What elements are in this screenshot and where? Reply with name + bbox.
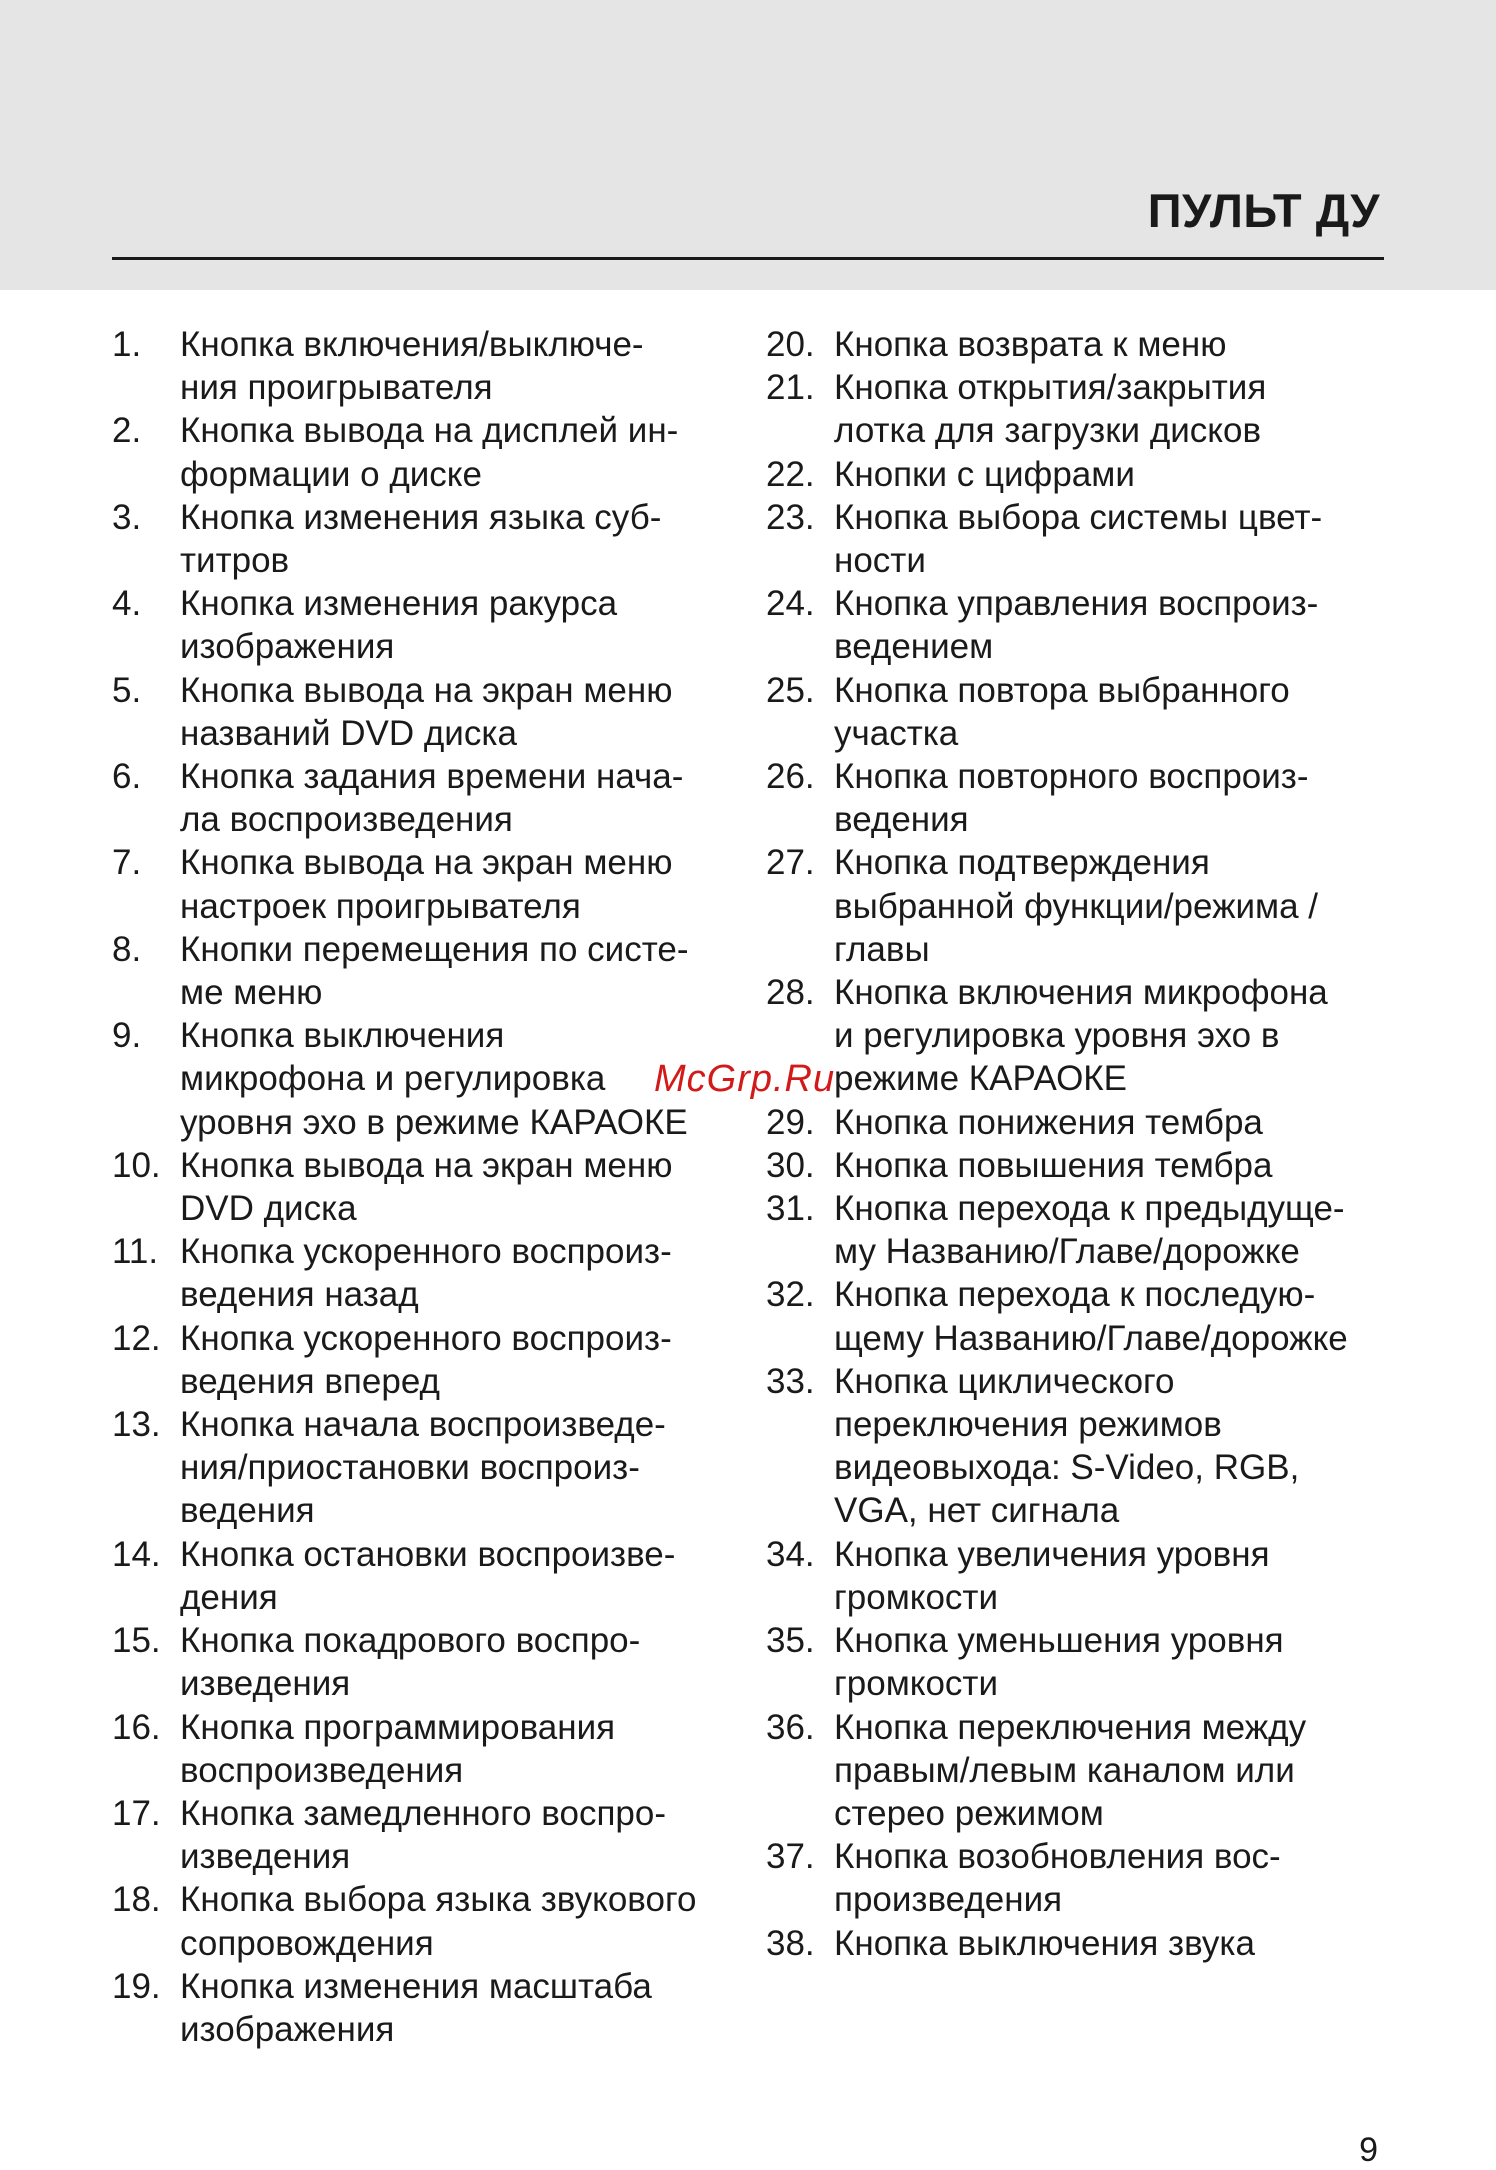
item-number: 36. — [766, 1707, 815, 1747]
list-item — [766, 1360, 1396, 1533]
item-description: Кнопки с цифрами — [834, 454, 1135, 494]
item-number: 2. — [112, 411, 142, 451]
list-item — [112, 1014, 732, 1144]
list-item — [112, 1706, 732, 1792]
item-description: Кнопка увеличения уровня громкости — [834, 1534, 1270, 1617]
item-number: 29. — [766, 1102, 815, 1142]
item-number: 4. — [112, 584, 142, 624]
item-number: 31. — [766, 1189, 815, 1229]
remote-buttons-list-left — [112, 323, 732, 2051]
item-description: Кнопка программирования воспроизведения — [180, 1707, 616, 1790]
item-number: 18. — [112, 1880, 161, 1920]
list-item — [112, 582, 732, 668]
item-number: 12. — [112, 1318, 161, 1358]
item-number: 16. — [112, 1707, 161, 1747]
item-description: Кнопка выключения микрофона и регулировка уровня эхо в режиме КАРАОКЕ — [180, 1016, 688, 1142]
item-description: Кнопка повторного воспроиз- ведения — [834, 757, 1309, 840]
list-item — [766, 755, 1396, 841]
item-description: Кнопка вывода на экран меню названий DVD диска — [180, 670, 673, 753]
list-item — [766, 323, 1396, 366]
item-description: Кнопка управления воспроиз- ведением — [834, 584, 1319, 667]
item-number: 9. — [112, 1016, 142, 1056]
list-item — [112, 1230, 732, 1316]
item-description: Кнопка начала воспроизведе- ния/приостановки воспроиз- ведения — [180, 1405, 666, 1531]
item-number: 22. — [766, 454, 815, 494]
list-item — [112, 755, 732, 841]
list-item — [766, 1533, 1396, 1619]
list-item — [112, 323, 732, 409]
item-number: 21. — [766, 368, 815, 408]
item-number: 30. — [766, 1145, 815, 1185]
item-description: Кнопка открытия/закрытия лотка для загрузки дисков — [834, 368, 1267, 451]
item-number: 1. — [112, 325, 142, 364]
list-item — [766, 366, 1396, 452]
item-number: 34. — [766, 1534, 815, 1574]
item-description: Кнопка подтверждения выбранной функции/режима / главы — [834, 843, 1319, 969]
list-item — [112, 669, 732, 755]
item-number: 3. — [112, 497, 142, 537]
item-description: Кнопка изменения масштаба изображения — [180, 1966, 652, 2049]
item-description: Кнопка остановки воспроизве- дения — [180, 1534, 676, 1617]
item-number: 26. — [766, 757, 815, 797]
list-item — [766, 582, 1396, 668]
page-number: 9 — [1359, 2131, 1378, 2169]
item-description: Кнопка задания времени нача- ла воспроизведения — [180, 757, 684, 840]
list-item — [766, 971, 1396, 1101]
item-description: Кнопка замедленного воспро- изведения — [180, 1793, 667, 1877]
list-item — [766, 1922, 1396, 1965]
item-number: 6. — [112, 757, 142, 797]
list-item — [766, 496, 1396, 582]
list-item — [766, 1144, 1396, 1187]
item-description: Кнопка выбора системы цвет- ности — [834, 497, 1323, 581]
item-number: 8. — [112, 929, 142, 969]
item-description: Кнопка ускоренного воспроиз- ведения назад — [180, 1232, 672, 1315]
item-number: 27. — [766, 843, 815, 883]
item-number: 24. — [766, 584, 815, 624]
list-item — [112, 1619, 732, 1705]
item-description: Кнопка понижения тембра — [834, 1102, 1263, 1142]
list-item — [112, 1403, 732, 1533]
list-item — [112, 1878, 732, 1964]
item-number: 19. — [112, 1966, 161, 2006]
list-item — [112, 1965, 732, 2051]
item-number: 17. — [112, 1793, 161, 1833]
item-number: 20. — [766, 325, 815, 364]
item-number: 13. — [112, 1405, 161, 1445]
item-number: 10. — [112, 1145, 161, 1185]
list-item — [112, 1317, 732, 1403]
item-number: 23. — [766, 497, 815, 537]
item-number: 7. — [112, 843, 142, 883]
item-description: Кнопка ускоренного воспроиз- ведения вперед — [180, 1318, 672, 1401]
list-item — [766, 1273, 1396, 1359]
item-number: 14. — [112, 1534, 161, 1574]
item-description: Кнопка возобновления вос- произведения — [834, 1837, 1281, 1920]
item-description: Кнопка вывода на экран меню DVD диска — [180, 1145, 673, 1229]
item-number: 35. — [766, 1621, 815, 1661]
watermark: McGrp.Ru — [654, 1058, 836, 1100]
item-description: Кнопка выключения звука — [834, 1923, 1255, 1963]
header-band — [0, 0, 1496, 290]
list-item — [112, 1792, 732, 1878]
list-item — [112, 928, 732, 1014]
item-description: Кнопка перехода к предыдуще- му Названию/Главе/дорожке — [834, 1189, 1345, 1272]
remote-buttons-list-right — [766, 323, 1396, 1965]
list-item — [112, 1144, 732, 1230]
item-description: Кнопка изменения языка суб- титров — [180, 497, 662, 581]
item-description: Кнопка вывода на экран меню настроек проигрывателя — [180, 843, 673, 926]
list-item — [766, 841, 1396, 971]
item-description: Кнопка вывода на дисплей ин- формации о диске — [180, 411, 679, 494]
item-number: 11. — [112, 1232, 159, 1272]
page-title: ПУЛЬТ ДУ — [1147, 184, 1380, 237]
list-item — [766, 1706, 1396, 1836]
item-description: Кнопка возврата к меню — [834, 325, 1227, 364]
item-description: Кнопка уменьшения уровня громкости — [834, 1621, 1284, 1704]
item-description: Кнопка перехода к последую- щему Названию/Главе/дорожке — [834, 1275, 1348, 1358]
item-description: Кнопка покадрового воспро- изведения — [180, 1621, 641, 1704]
list-item — [766, 1619, 1396, 1705]
list-item — [112, 409, 732, 495]
item-number: 5. — [112, 670, 142, 710]
item-number: 37. — [766, 1837, 815, 1877]
item-description: Кнопка выбора языка звукового сопровождения — [180, 1880, 697, 1963]
list-item — [112, 496, 732, 582]
list-item — [766, 1101, 1396, 1144]
list-item — [766, 453, 1396, 496]
item-description: Кнопка включения микрофона и регулировка уровня эхо в режиме КАРАОКЕ — [834, 973, 1328, 1099]
list-item — [766, 669, 1396, 755]
item-number: 33. — [766, 1361, 815, 1401]
list-item — [112, 1533, 732, 1619]
title-divider — [112, 257, 1384, 260]
item-description: Кнопка переключения между правым/левым каналом или стерео режимом — [834, 1707, 1307, 1833]
list-item — [112, 841, 732, 927]
item-number: 25. — [766, 670, 815, 710]
item-description: Кнопка циклического переключения режимов видеовыхода: S-Video, RGB, VGA, нет сигнала — [834, 1361, 1300, 1531]
list-item — [766, 1187, 1396, 1273]
item-description: Кнопка повышения тембра — [834, 1145, 1273, 1185]
item-number: 38. — [766, 1923, 815, 1963]
list-item — [766, 1835, 1396, 1921]
item-number: 32. — [766, 1275, 815, 1315]
item-number: 15. — [112, 1621, 161, 1661]
item-description: Кнопка повтора выбранного участка — [834, 670, 1290, 753]
item-description: Кнопка изменения ракурса изображения — [180, 584, 618, 667]
item-description: Кнопки перемещения по систе- ме меню — [180, 929, 689, 1013]
item-description: Кнопка включения/выключе- ния проигрывателя — [180, 325, 644, 408]
item-number: 28. — [766, 973, 815, 1013]
